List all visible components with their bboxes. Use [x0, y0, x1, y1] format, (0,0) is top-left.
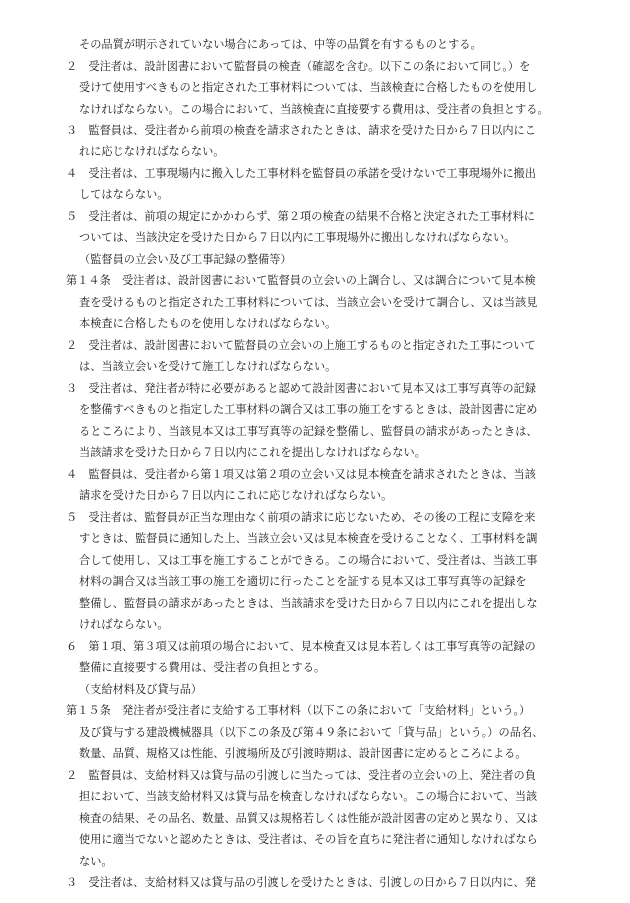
- article-line: 第１５条 発注者が受注者に支給する工事材料（以下この条において「支給材料」という。）: [66, 704, 531, 717]
- text-line: ３ 受注者は、発注者が特に必要があると認めて設計図書において見本又は工事写真等の記録: [66, 382, 536, 395]
- text-line: してはならない。: [79, 188, 169, 201]
- text-line: ６ 第１項、第３項又は前項の場合において、見本検査又は見本若しくは工事写真等の記録の: [66, 640, 536, 653]
- text-line: その品質が明示されていない場合にあっては、中等の品質を有するものとする。: [79, 38, 482, 51]
- text-line: ５ 受注者は、監督員が正当な理由なく前項の請求に応じないため、その後の工程に支障を来: [66, 511, 536, 524]
- text-line: ければならない。: [79, 618, 169, 631]
- text-line: 当該請求を受けた日から７日以内にこれを提出しなければならない。: [79, 446, 426, 459]
- text-line: ５ 受注者は、前項の規定にかかわらず、第２項の検査の結果不合格と決定された工事材料に: [66, 210, 535, 223]
- text-line: 合して使用し、又は工事を施工することができる。この場合において、受注者は、当該工事: [79, 554, 538, 567]
- text-line: 整備し、監督員の請求があったときは、当該請求を受けた日から７日以内にこれを提出しな: [79, 597, 538, 610]
- text-line: 材料の調合又は当該工事の施工を適切に行ったことを証する見本又は工事写真等の記録を: [79, 575, 527, 588]
- text-line: 及び貸与する建設機械器具（以下この条及び第４９条において「貸与品」という。）の品名、: [79, 726, 544, 739]
- text-line: ついては、当該決定を受けた日から７日以内に工事現場外に搬出しなければならない。: [79, 231, 516, 244]
- text-line: 検査の結果、その品名、数量、品質又は規格若しくは性能が設計図書の定めと異なり、又は: [79, 812, 538, 825]
- text-line: ４ 監督員は、受注者から第１項又は第２項の立会い又は見本検査を請求されたときは、当該: [66, 468, 536, 481]
- text-line: 査を受けるものと指定された工事材料については、当該立会いを受けて調合し、又は当該見: [79, 296, 538, 309]
- text-line: ３ 監督員は、受注者から前項の検査を請求されたときは、請求を受けた日から７日以内にこ: [66, 124, 536, 137]
- article-line: 第１４条 受注者は、設計図書において監督員の立会いの上調合し、又は調合について見本検: [66, 274, 536, 287]
- text-line: 本検査に合格したものを使用しなければならない。: [79, 317, 337, 330]
- section-heading: （監督員の立会い及び工事記録の整備等）: [79, 253, 292, 266]
- text-line: 整備に直接要する費用は、受注者の負担とする。: [79, 661, 326, 674]
- text-line: なければならない。この場合において、当該検査に直接要する費用は、受注者の負担とする。: [79, 103, 549, 116]
- text-line: 担において、当該支給材料又は貸与品を検査しなければならない。この場合において、当該: [79, 790, 538, 803]
- text-line: ４ 受注者は、工事現場内に搬入した工事材料を監督員の承諾を受けないで工事現場外に搬出: [66, 167, 536, 180]
- text-line: ２ 受注者は、設計図書において監督員の検査（確認を含む。以下この条において同じ。）を: [66, 60, 531, 73]
- text-line: 数量、品質、規格又は性能、引渡場所及び引渡時期は、設計図書に定めるところによる。: [79, 747, 527, 760]
- text-line: すときは、監督員に通知した上、当該立会い又は見本検査を受けることなく、工事材料を調: [79, 532, 538, 545]
- text-line: るところにより、当該見本又は工事写真等の記録を整備し、監督員の請求があったときは、: [79, 425, 538, 438]
- text-line: ３ 受注者は、支給材料又は貸与品の引渡しを受けたときは、引渡しの日から７日以内に、発: [66, 876, 536, 889]
- text-line: れに応じなければならない。: [79, 145, 225, 158]
- text-line: ２ 監督員は、支給材料又は貸与品の引渡しに当たっては、受注者の立会いの上、発注者の負: [66, 769, 536, 782]
- text-line: 使用に適当でないと認めたときは、受注者は、その旨を直ちに発注者に通知しなければなら: [79, 833, 538, 846]
- section-heading: （支給材料及び貸与品）: [79, 683, 203, 696]
- text-line: 請求を受けた日から７日以内にこれに応じなければならない。: [79, 489, 393, 502]
- text-line: ２ 受注者は、設計図書において監督員の立会いの上施工するものと指定された工事について: [66, 339, 536, 352]
- text-line: ない。: [79, 855, 113, 868]
- text-line: は、当該立会いを受けて施工しなければならない。: [79, 360, 337, 373]
- text-line: 受けて使用すべきものと指定された工事材料については、当該検査に合格したものを使用し: [79, 81, 538, 94]
- text-line: を整備すべきものと指定した工事材料の調合又は工事の施工をするときは、設計図書に定め: [79, 403, 538, 416]
